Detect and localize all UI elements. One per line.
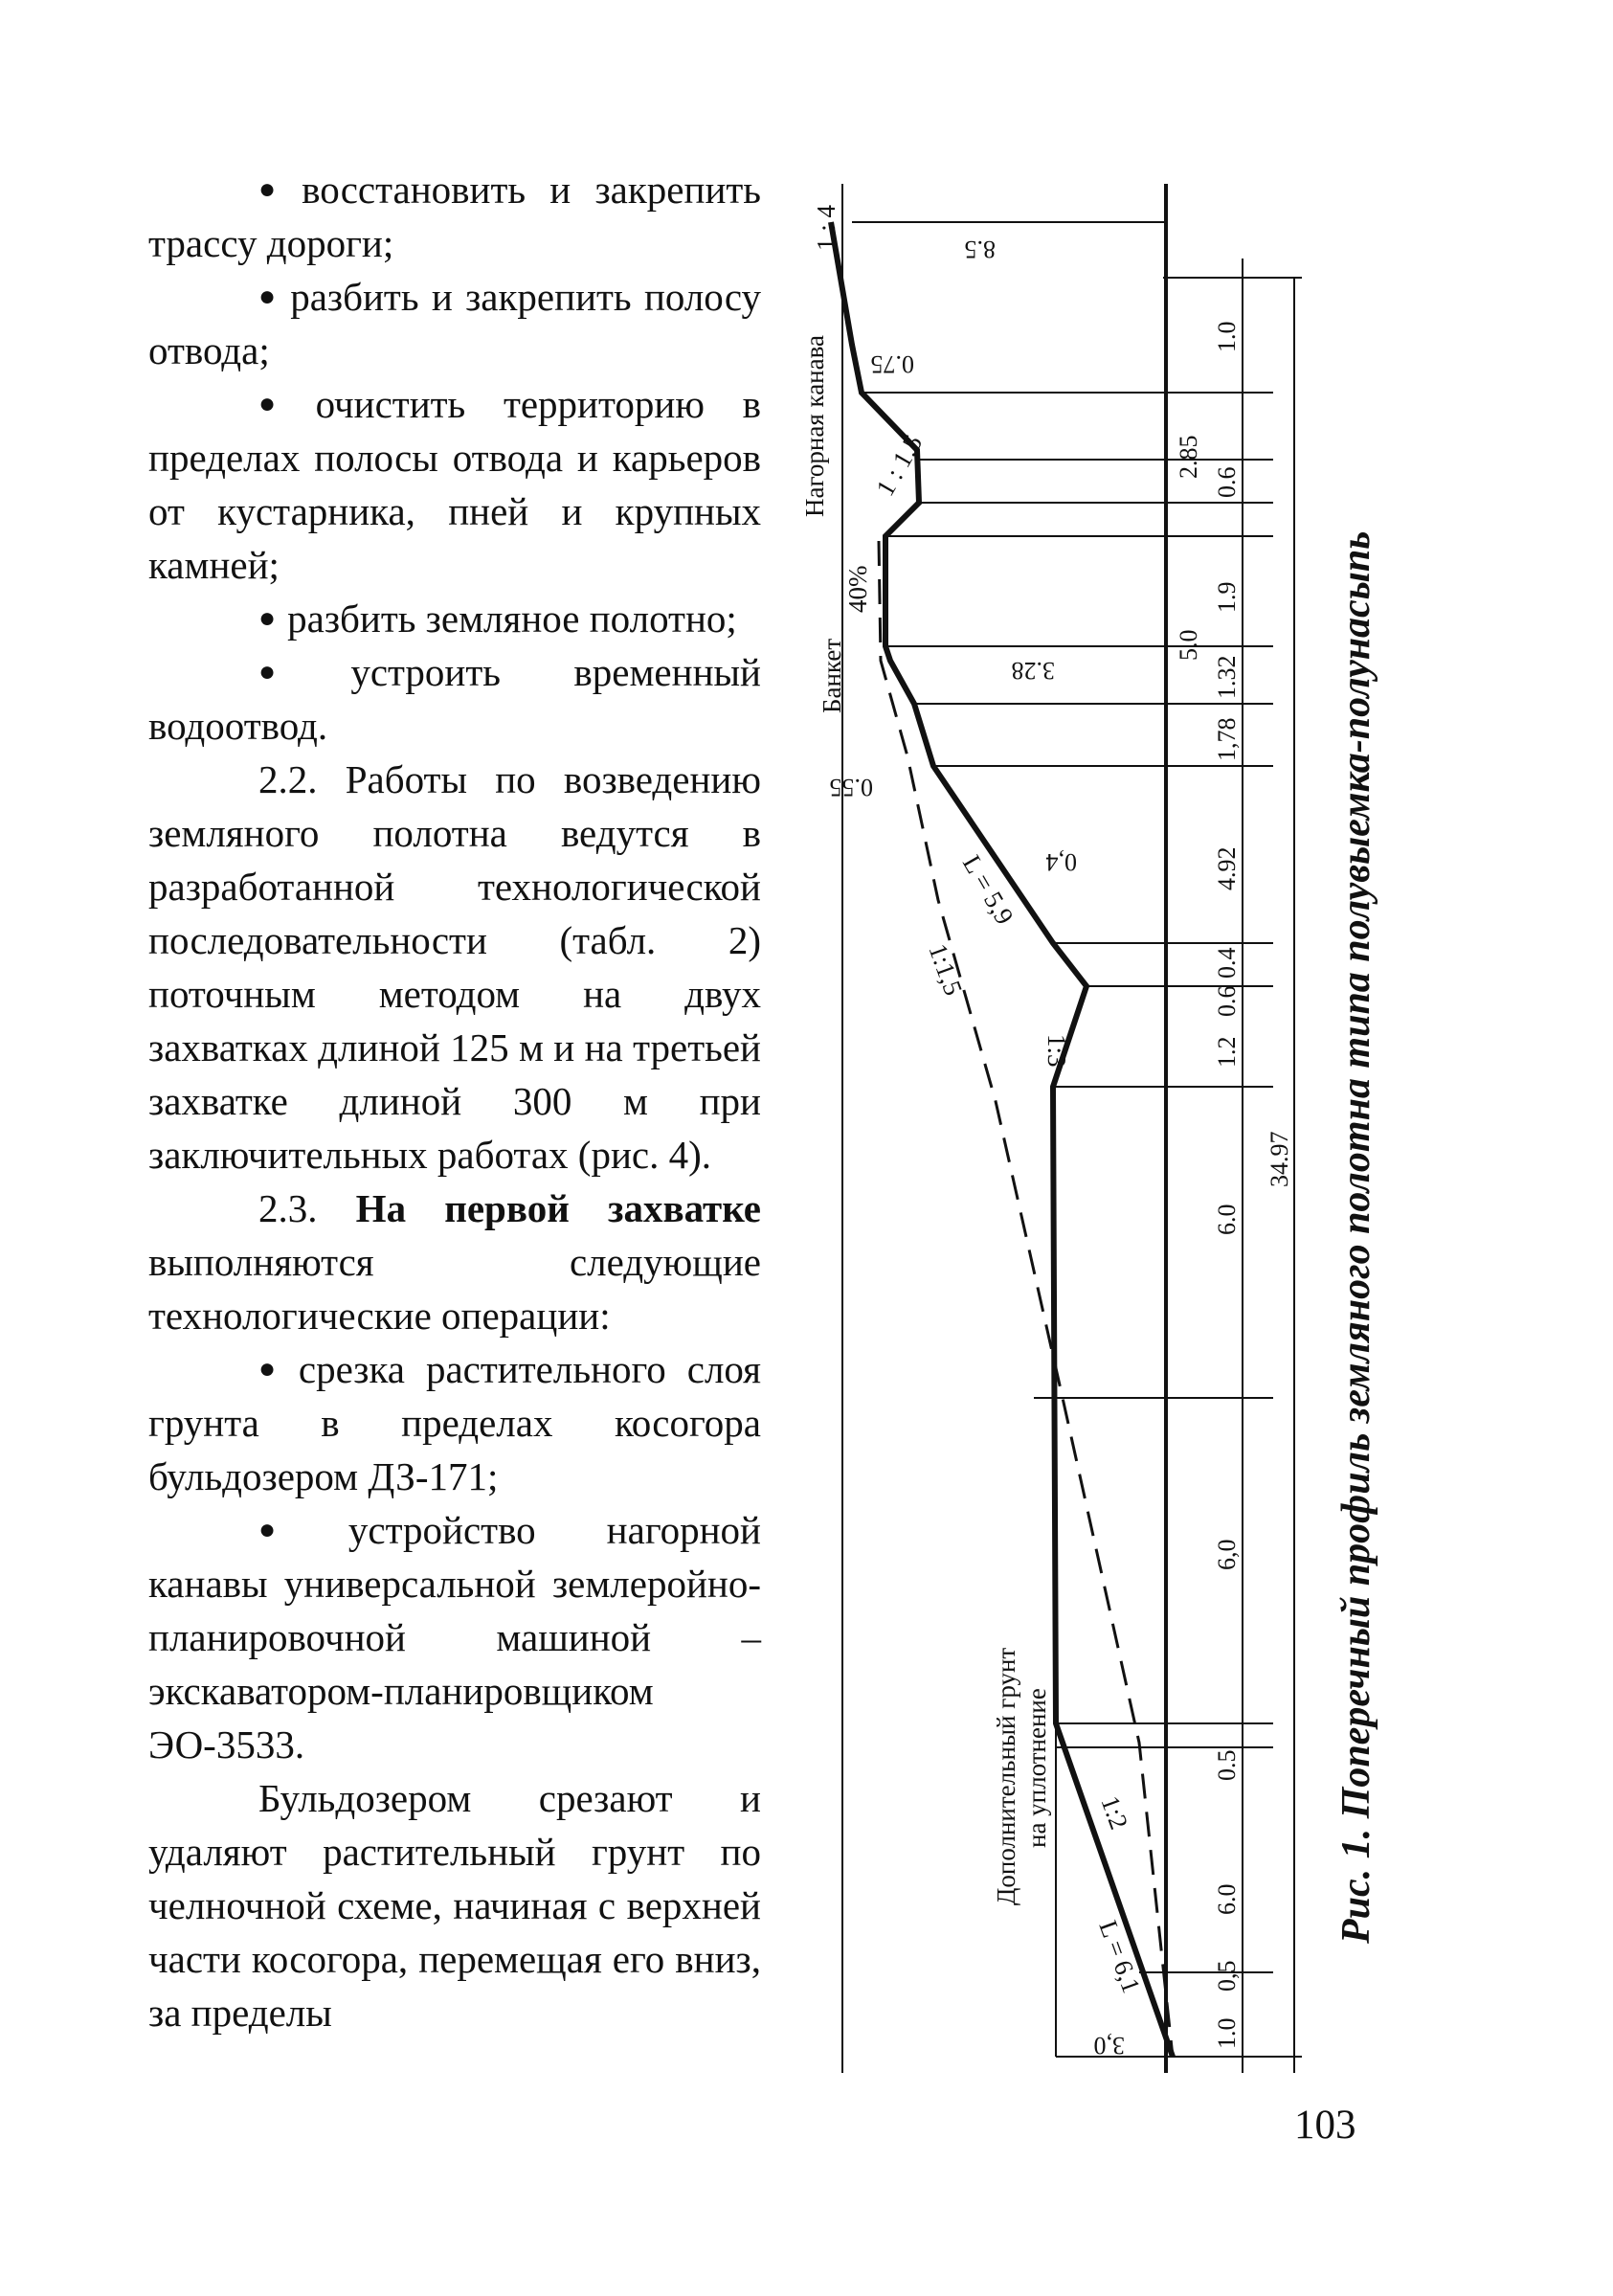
dim-6-0b: 6,0 <box>1213 1539 1241 1570</box>
dim-0-55: 0.55 <box>829 774 873 801</box>
dim-4-92: 4.92 <box>1213 846 1241 890</box>
label-len-6-1: L = 6,1 <box>1093 1916 1147 1997</box>
label-berm: Банкет <box>818 638 846 713</box>
extension-lines <box>852 222 1302 2057</box>
dim-8-5: 8.5 <box>964 236 996 263</box>
dimension-labels <box>830 236 1294 2060</box>
label-slope-1-3: 1:3 <box>1042 1034 1071 1068</box>
label-slope-1-4: 1 : 4 <box>812 204 840 251</box>
dim-1-9: 1.9 <box>1213 581 1241 613</box>
dim-1-0b: 1.0 <box>1213 2017 1241 2049</box>
dim-1-32: 1.32 <box>1213 655 1241 699</box>
label-slope-1-2: 1:2 <box>1095 1791 1134 1834</box>
dim-0-6: 0.6 <box>1213 466 1241 498</box>
bullet-item: ● разбить земляное полотно; <box>148 592 761 645</box>
label-slope-1-1-5: 1 : 1,5 <box>870 429 929 501</box>
profile-line <box>831 222 1173 2057</box>
label-slope-40: 40% <box>843 565 872 613</box>
dim-0-5: 0.5 <box>1213 1749 1241 1781</box>
bullet-item: ● срезка растительного слоя грунта в пределах косогора бульдозером ДЗ-171; <box>148 1342 761 1503</box>
paragraph-text: выполняются следующие технологические операции: <box>148 1240 761 1338</box>
bullet-item: ● восстановить и закрепить трассу дороги; <box>148 163 761 270</box>
bullet-item: ● очистить территорию в пределах полосы отвода и карьеров от кустарника, пней и крупных камней; <box>148 377 761 592</box>
figure-labels <box>800 204 1146 1996</box>
dim-total: 34.97 <box>1266 1131 1293 1187</box>
label-len-5-9: L = 5,9 <box>956 850 1019 930</box>
bullet-item: ● устройство нагорной канавы универсальной землеройно-планировочной машиной – экскаватором-планировщиком ЭО-3533. <box>148 1503 761 1771</box>
bold-phrase: На первой захватке <box>355 1186 761 1230</box>
paragraph: 2.2. Работы по возведению земляного полотна ведутся в разработанной технологической последовательности (табл. 2) поточным методом на двух захватках длиной 125 м и на третьей захватке длиной 300 м при заключительных работах (рис. 4). <box>148 757 761 1177</box>
dim-0-4b: 0.4 <box>1213 947 1241 979</box>
dim-0-4: 0,4 <box>1045 848 1077 876</box>
bullet-item: ● разбить и закрепить полосу отвода; <box>148 270 761 377</box>
label-ditch: Нагорная канава <box>800 335 829 517</box>
dim-1-78: 1,78 <box>1213 717 1241 761</box>
dim-5-0: 5.0 <box>1175 629 1202 661</box>
dim-0-5b: 0,5 <box>1213 1960 1241 1992</box>
dim-6-0c: 6.0 <box>1213 1883 1241 1915</box>
dim-0-6b: 0.6 <box>1213 985 1241 1017</box>
page-number: 103 <box>1294 2103 1356 2148</box>
dim-6-0a: 6.0 <box>1213 1204 1241 1235</box>
section-number: 2.3. <box>258 1186 356 1230</box>
label-slope-1-1-5b: 1:1,5 <box>923 939 969 1000</box>
dim-1-0: 1.0 <box>1213 321 1241 352</box>
label-extra-soil-1: Дополнительный грунт <box>992 1647 1020 1905</box>
dim-0-75: 0.75 <box>870 350 914 378</box>
paragraph: Бульдозером срезают и удаляют растительный грунт по челночной схеме, начиная с верхней части косогора, перемещая его вниз, за пределы <box>148 1776 761 2035</box>
body-text <box>148 163 761 2039</box>
label-extra-soil-2: на уплотнение <box>1022 1688 1051 1848</box>
paragraph <box>148 1182 761 1342</box>
figure-caption: Рис. 1. Поперечный профиль земляного полотна типа полувыемка-полунасыпь <box>1334 530 1378 1944</box>
dim-2-85: 2.85 <box>1175 435 1202 479</box>
dim-1-2: 1.2 <box>1213 1036 1241 1068</box>
ground-line <box>879 541 1173 2057</box>
dim-3-0: 3,0 <box>1093 2032 1125 2060</box>
dim-3-28: 3.28 <box>1011 657 1055 685</box>
bullet-item: ● устроить временный водоотвод. <box>148 645 761 753</box>
